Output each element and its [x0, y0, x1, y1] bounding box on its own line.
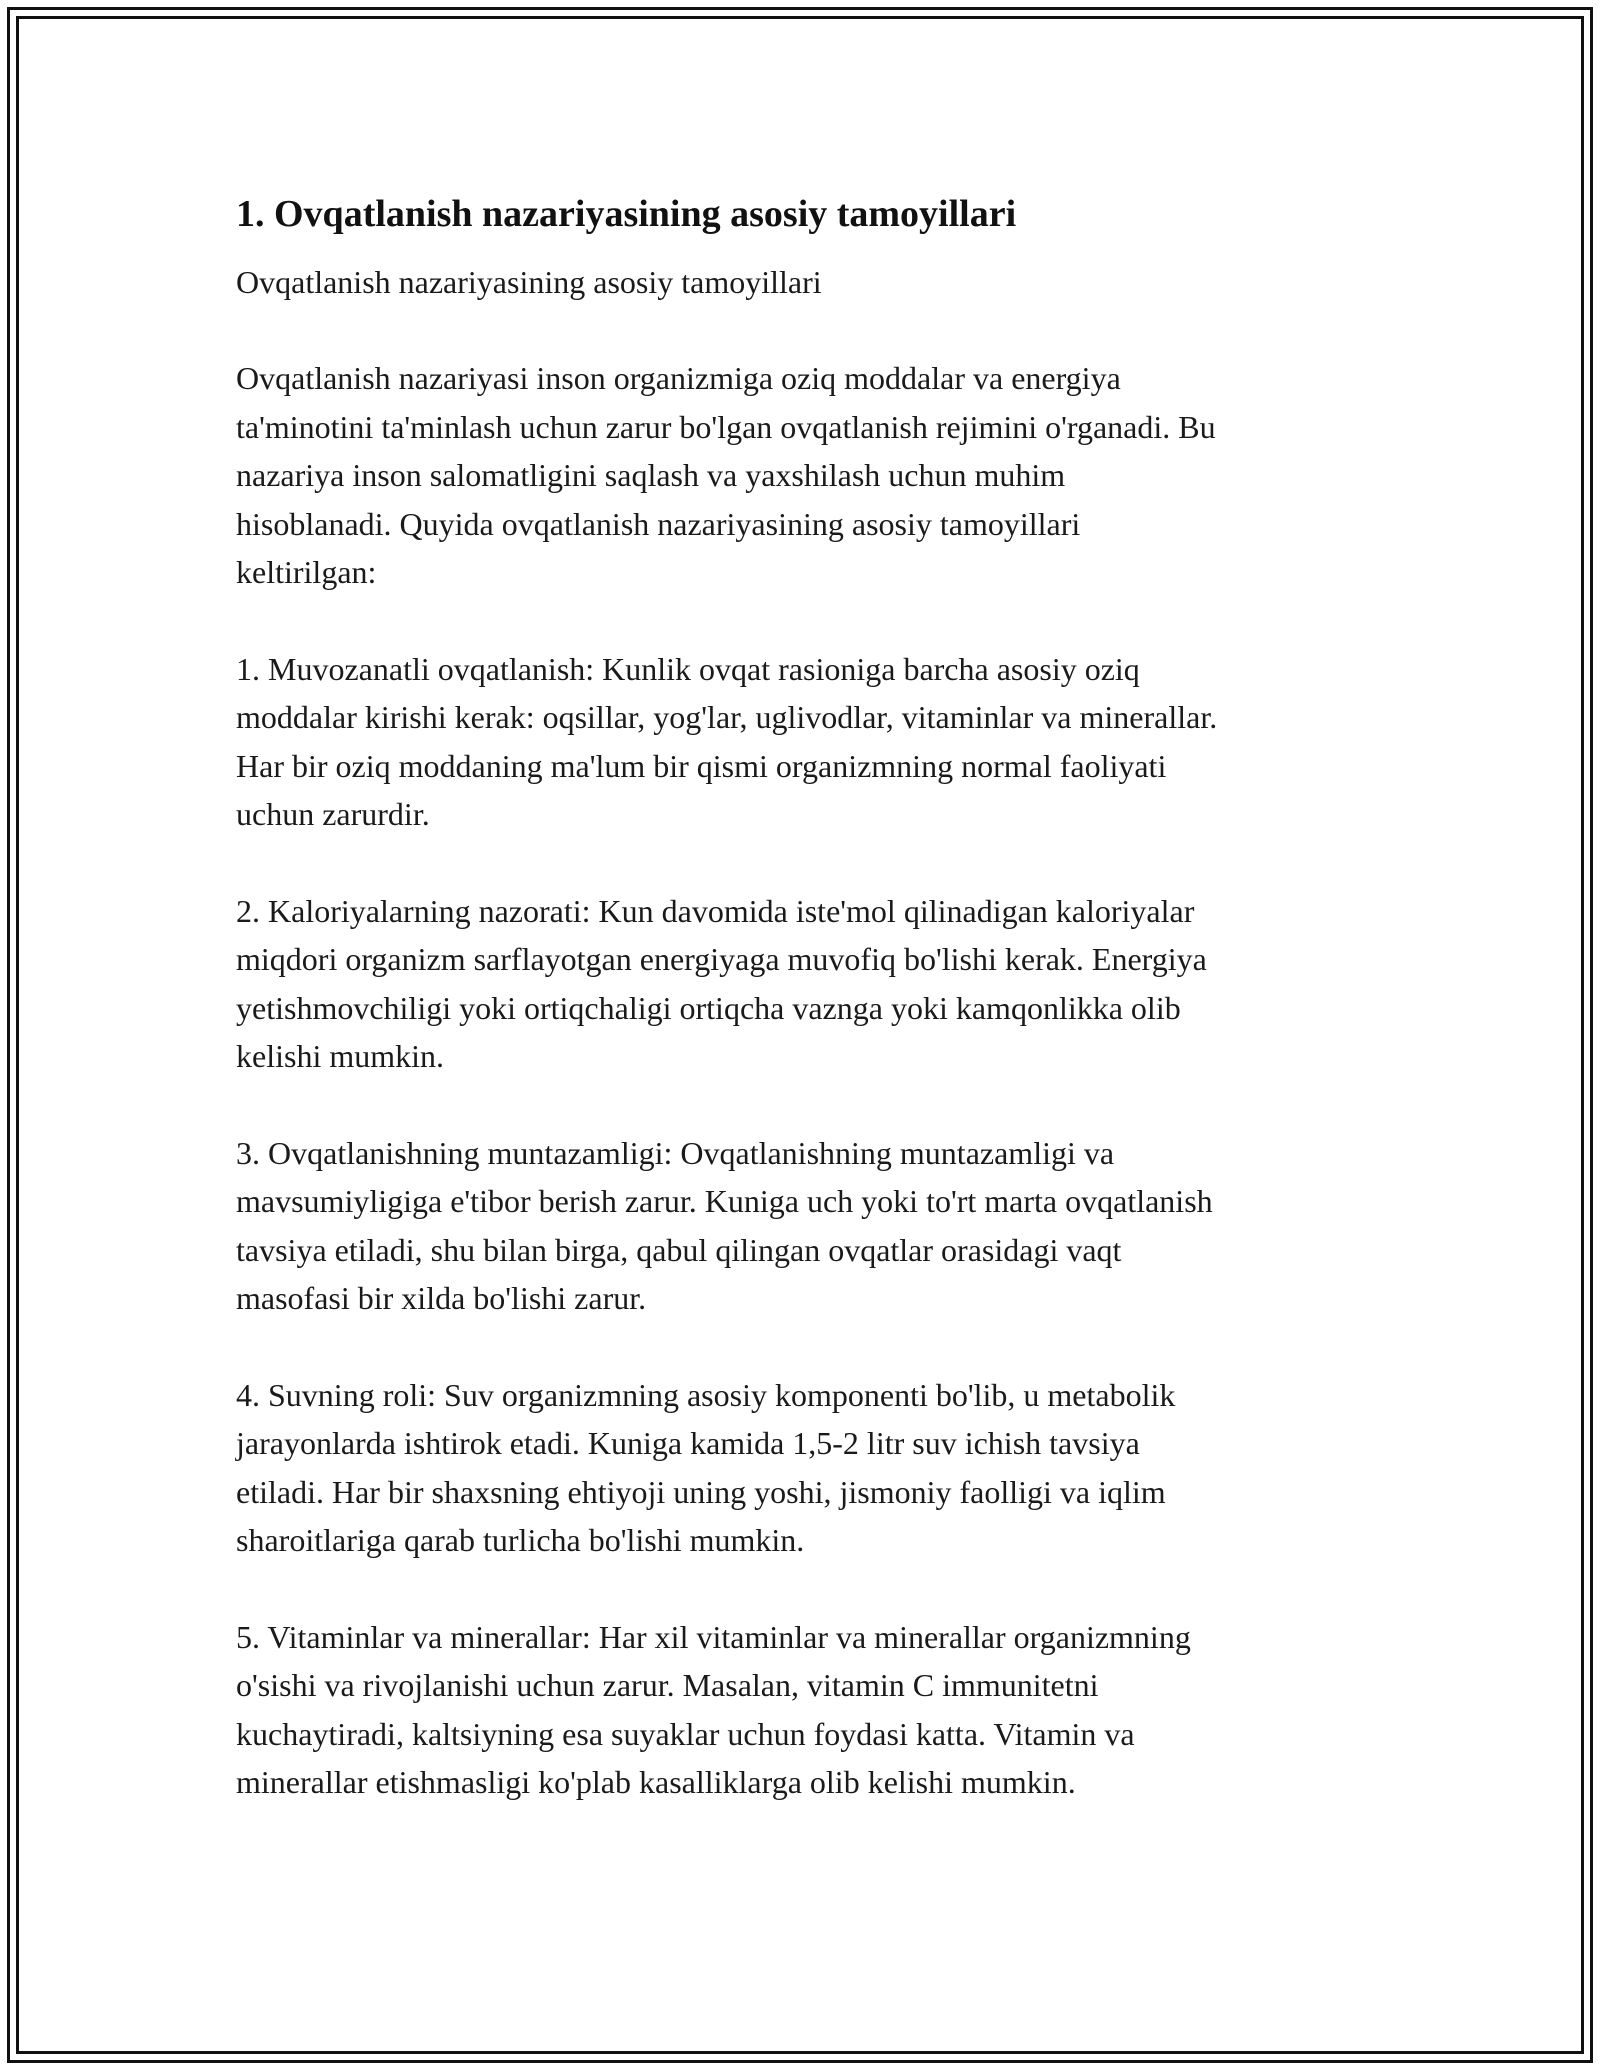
intro-paragraph: Ovqatlanish nazariyasi inson organizmiga oziq moddalar va energiya ta'minotini ta'minlash uchun zarur bo'lgan ovqatlanish rejimini o'rganadi. Bu nazariya inson salomatligini saqlash va yaxshilash uchun muhim hisoblanadi. Quyida ovqatlanish nazariyasining asosiy tamoyillari keltirilgan:	[236, 360, 1216, 590]
principle-paragraph-4: 4. Suvning roli: Suv organizmning asosiy komponenti bo'lib, u metabolik jarayonlarda ishtirok etadi. Kuniga kamida 1,5-2 litr suv ichish tavsiya etiladi. Har bir shaxsning ehtiyoji uning yoshi, jismoniy faolligi va iqlim sharoitlariga qarab turlicha bo'lishi mumkin.	[236, 1376, 1176, 1558]
document-subtitle: Ovqatlanish nazariyasining asosiy tamoyillari	[236, 264, 822, 300]
document-body	[236, 188, 1376, 1807]
principle-paragraph-2: 2. Kaloriyalarning nazorati: Kun davomida iste'mol qilinadigan kaloriyalar miqdori organizm sarflayotgan energiyaga muvofiq bo'lishi kerak. Energiya yetishmovchiligi yoki ortiqchaligi ortiqcha vaznga yoki kamqonlikka olib kelishi mumkin.	[236, 892, 1207, 1074]
document-title: 1. Ovqatlanish nazariyasining asosiy tamoyillari	[236, 193, 1017, 235]
principle-paragraph-1: 1. Muvozanatli ovqatlanish: Kunlik ovqat rasioniga barcha asosiy oziq moddalar kirishi kerak: oqsillar, yog'lar, uglivodlar, vitaminlar va minerallar. Har bir oziq moddaning ma'lum bir qismi organizmning normal faoliyati uchun zarurdir.	[236, 650, 1218, 832]
principle-paragraph-5: 5. Vitaminlar va minerallar: Har xil vitaminlar va minerallar organizmning o'sishi va rivojlanishi uchun zarur. Masalan, vitamin C immunitetni kuchaytiradi, kaltsiyning esa suyaklar uchun foydasi katta. Vitamin va minerallar etishmasligi ko'plab kasalliklarga olib kelishi mumkin.	[236, 1618, 1191, 1800]
principle-paragraph-3: 3. Ovqatlanishning muntazamligi: Ovqatlanishning muntazamligi va mavsumiyligiga e'tibor berish zarur. Kuniga uch yoki to'rt marta ovqatlanish tavsiya etiladi, shu bilan birga, qabul qilingan ovqatlar orasidagi vaqt masofasi bir xilda bo'lishi zarur.	[236, 1134, 1213, 1316]
